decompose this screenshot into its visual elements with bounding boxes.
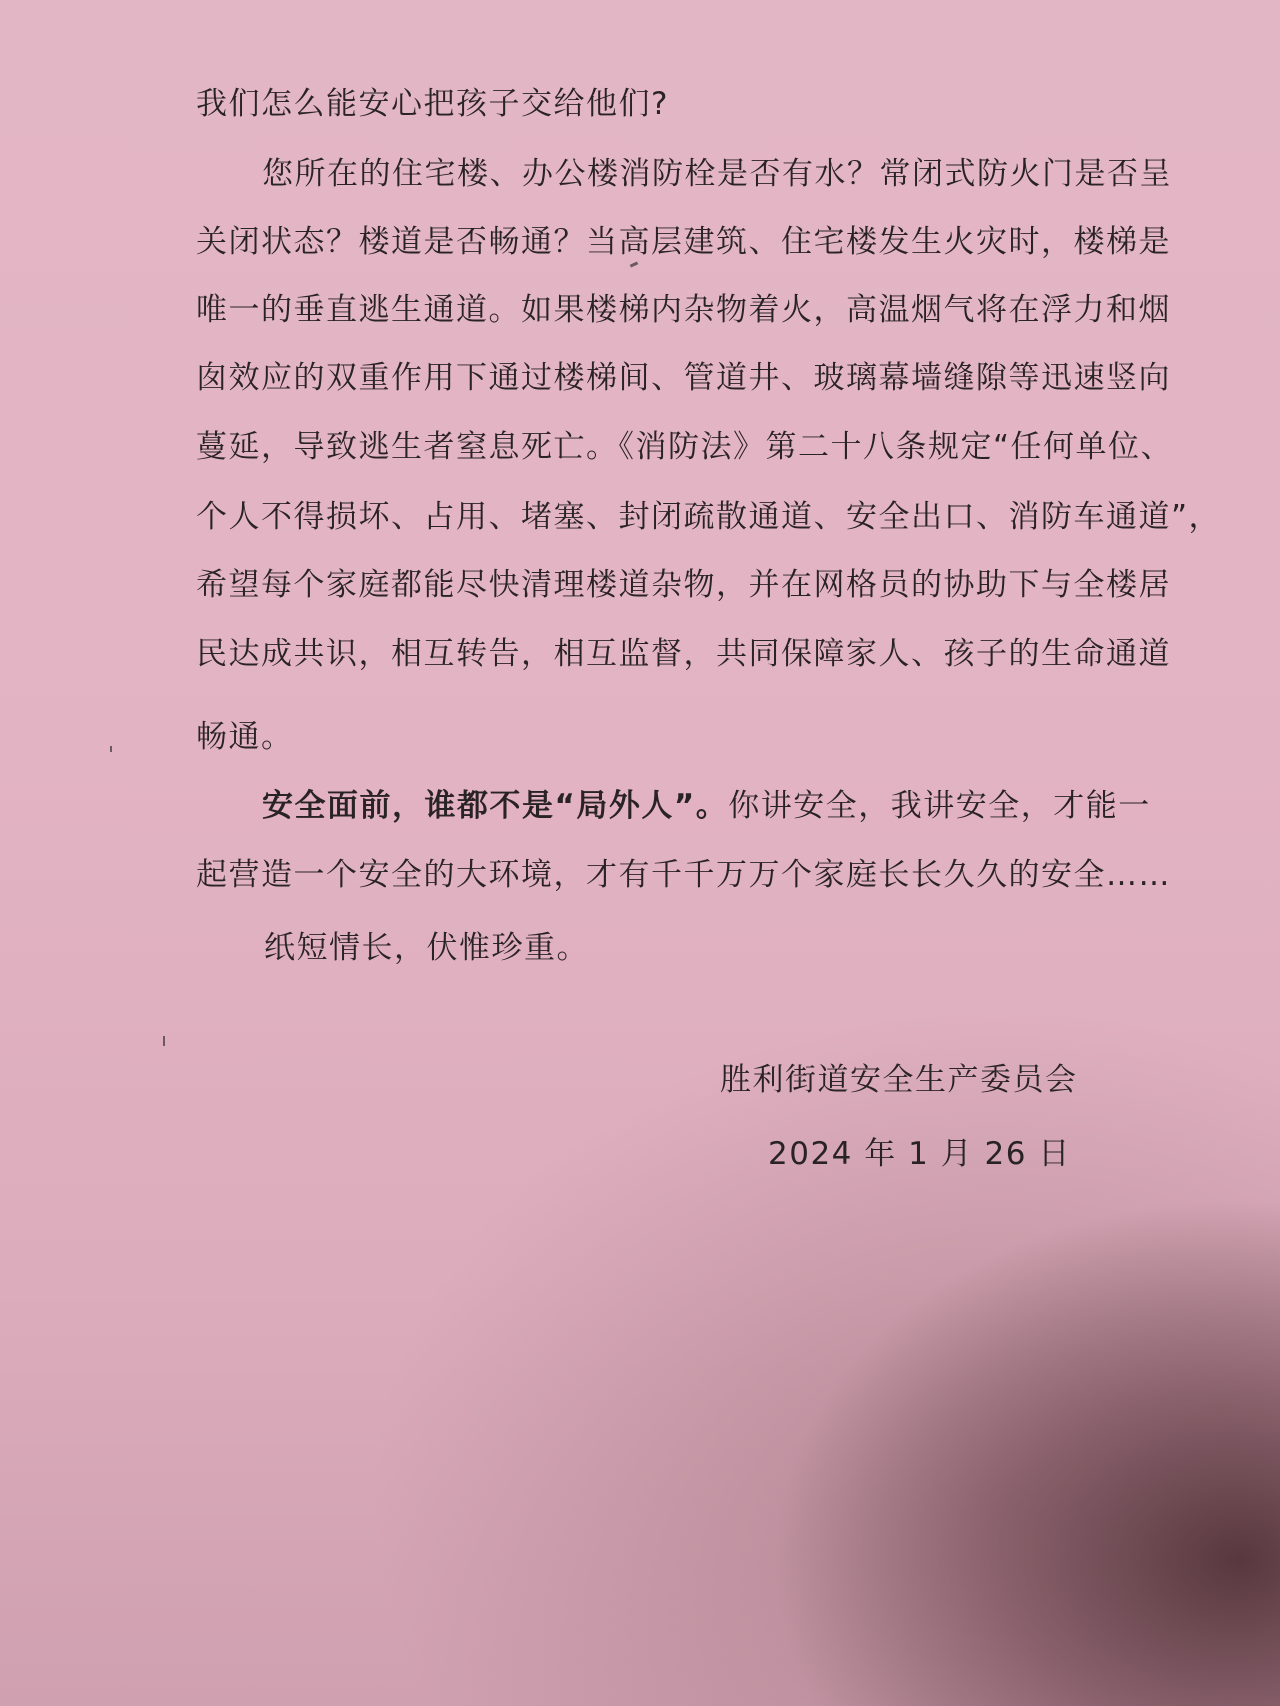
paragraph-line: 畅通。 [196, 719, 294, 755]
signature-date: 2024 年 1 月 26 日 [768, 1136, 1071, 1172]
paper-speck [630, 261, 639, 267]
paragraph-line: 个人不得损坏、占用、堵塞、封闭疏散通道、安全出口、消防车通道”， [196, 499, 1222, 535]
signature-organization: 胜利街道安全生产委员会 [720, 1062, 1078, 1098]
paragraph-line: 蔓延，导致逃生者窒息死亡。《消防法》第二十八条规定“任何单位、 [196, 429, 1174, 465]
paragraph-line: 囱效应的双重作用下通过楼梯间、管道井、玻璃幕墙缝隙等迅速竖向 [196, 360, 1171, 396]
paragraph-line: 民达成共识，相互转告，相互监督，共同保障家人、孩子的生命通道 [196, 636, 1171, 672]
paragraph-line: 唯一的垂直逃生通道。如果楼梯内杂物着火，高温烟气将在浮力和烟 [196, 292, 1171, 328]
paper-speck [163, 1036, 165, 1046]
paragraph-line: 起营造一个安全的大环境，才有千千万万个家庭长长久久的安全…… [196, 857, 1171, 893]
closing-line: 纸短情长，伏惟珍重。 [264, 930, 589, 966]
paragraph-line: 我们怎么能安心把孩子交给他们? [196, 86, 669, 122]
paragraph-line: 您所在的住宅楼、办公楼消防栓是否有水？常闭式防火门是否呈 [262, 156, 1172, 192]
emphasis-text: 安全面前，谁都不是“局外人”。 [262, 788, 729, 824]
paragraph-text: 你讲安全，我讲安全，才能一 [728, 788, 1151, 824]
paragraph-line: 希望每个家庭都能尽快清理楼道杂物，并在网格员的协助下与全楼居 [196, 567, 1171, 603]
paragraph-line: 关闭状态？楼道是否畅通？当高层建筑、住宅楼发生火灾时，楼梯是 [196, 224, 1171, 260]
paper-speck [110, 746, 112, 752]
paragraph-line [262, 786, 1151, 826]
